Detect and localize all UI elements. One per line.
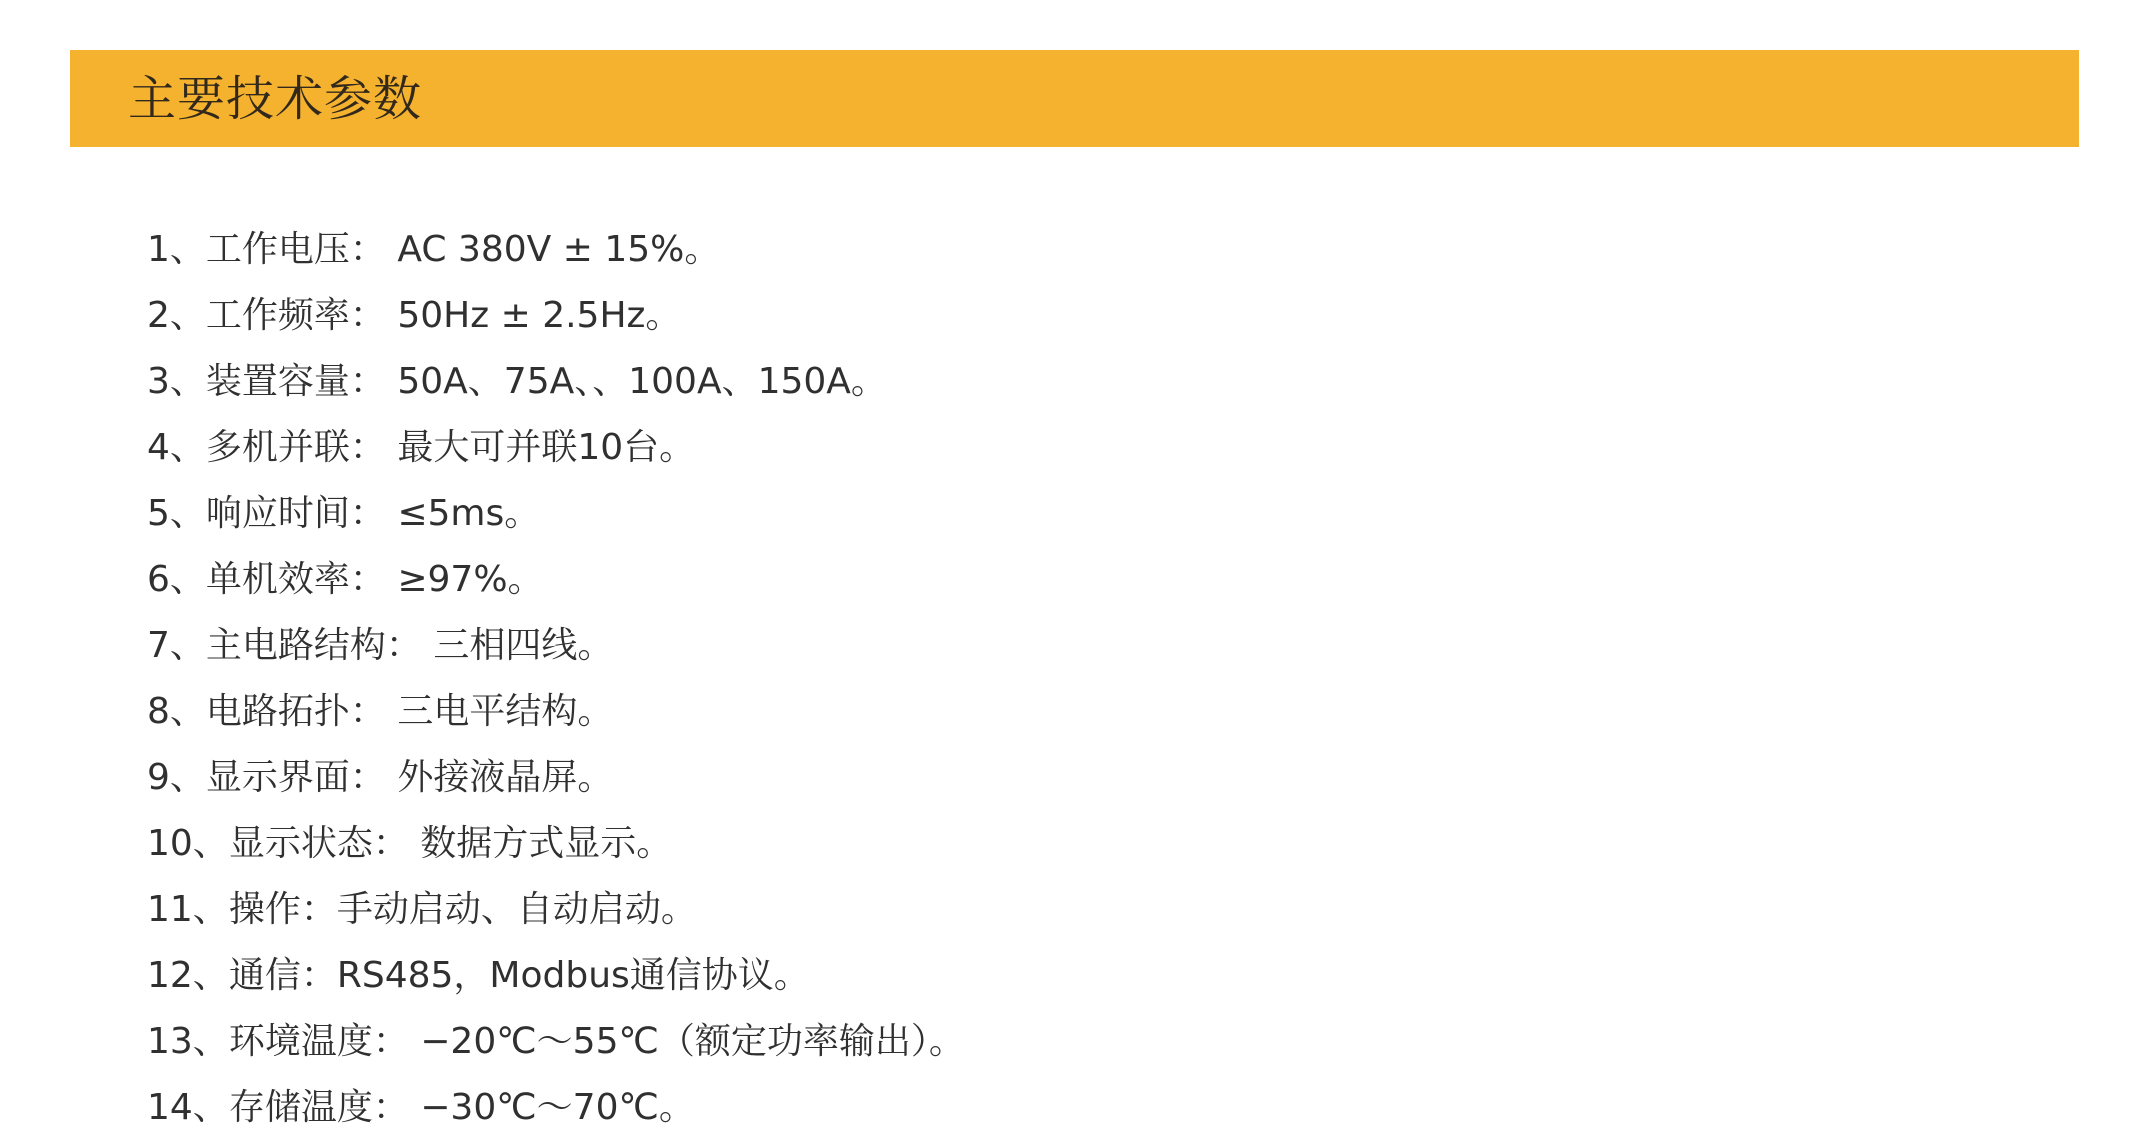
spec-item-number: 14、 — [147, 1086, 229, 1128]
spec-item-label: 通信： — [228, 954, 337, 996]
spec-item-value: AC 380V ± 15%。 — [385, 228, 721, 270]
spec-item — [147, 1005, 965, 1071]
spec-item — [147, 609, 965, 675]
spec-item-value: −30℃～70℃。 — [408, 1086, 695, 1128]
spec-item-number: 5、 — [147, 492, 206, 534]
spec-item-number: 13、 — [147, 1020, 229, 1062]
spec-item-label: 操作： — [228, 888, 337, 930]
spec-item-number: 10、 — [147, 822, 229, 864]
spec-item-value: 外接液晶屏。 — [385, 756, 614, 798]
spec-item — [147, 477, 965, 543]
spec-item-number: 9、 — [147, 756, 206, 798]
spec-item-number: 4、 — [147, 426, 206, 468]
spec-item-label: 主电路结构： — [205, 624, 422, 666]
spec-item-number: 8、 — [147, 690, 206, 732]
spec-item — [147, 213, 965, 279]
spec-item-label: 环境温度： — [228, 1020, 409, 1062]
spec-item-value: 最大可并联10台。 — [385, 426, 696, 468]
spec-item-number: 11、 — [147, 888, 229, 930]
spec-item-number: 12、 — [147, 954, 229, 996]
spec-item-number: 3、 — [147, 360, 206, 402]
spec-item — [147, 411, 965, 477]
spec-item — [147, 873, 965, 939]
spec-item-value: 数据方式显示。 — [408, 822, 673, 864]
spec-item — [147, 675, 965, 741]
spec-item-value: 50Hz ± 2.5Hz。 — [385, 294, 682, 336]
spec-item-label: 响应时间： — [205, 492, 386, 534]
spec-item — [147, 1071, 965, 1137]
spec-item-label: 单机效率： — [205, 558, 386, 600]
spec-item-number: 7、 — [147, 624, 206, 666]
spec-item-number: 2、 — [147, 294, 206, 336]
section-title: 主要技术参数 — [128, 70, 423, 127]
spec-item — [147, 741, 965, 807]
spec-item — [147, 543, 965, 609]
spec-item-number: 1、 — [147, 228, 206, 270]
spec-item-value: 三电平结构。 — [385, 690, 614, 732]
spec-item-label: 工作频率： — [205, 294, 386, 336]
spec-item-value: ≥97%。 — [385, 558, 544, 600]
spec-list — [147, 213, 965, 1137]
spec-item-value: 三相四线。 — [421, 624, 614, 666]
spec-item — [147, 939, 965, 1005]
spec-item-label: 多机并联： — [205, 426, 386, 468]
spec-item-value: RS485，Modbus通信协议。 — [336, 954, 810, 996]
spec-item-value: −20℃～55℃（额定功率输出）。 — [408, 1020, 965, 1062]
spec-item-value: 手动启动、自动启动。 — [336, 888, 697, 930]
spec-item — [147, 345, 965, 411]
spec-item-label: 显示界面： — [205, 756, 386, 798]
spec-item-value: ≤5ms。 — [385, 492, 541, 534]
spec-item-label: 工作电压： — [205, 228, 386, 270]
section-header-bar — [70, 50, 2079, 147]
spec-item-label: 装置容量： — [205, 360, 386, 402]
spec-item-value: 50A、75A、、100A、150A。 — [385, 360, 887, 402]
spec-item-label: 显示状态： — [228, 822, 409, 864]
spec-item-label: 存储温度： — [228, 1086, 409, 1128]
spec-item — [147, 807, 965, 873]
spec-item-label: 电路拓扑： — [205, 690, 386, 732]
spec-item — [147, 279, 965, 345]
spec-item-number: 6、 — [147, 558, 206, 600]
